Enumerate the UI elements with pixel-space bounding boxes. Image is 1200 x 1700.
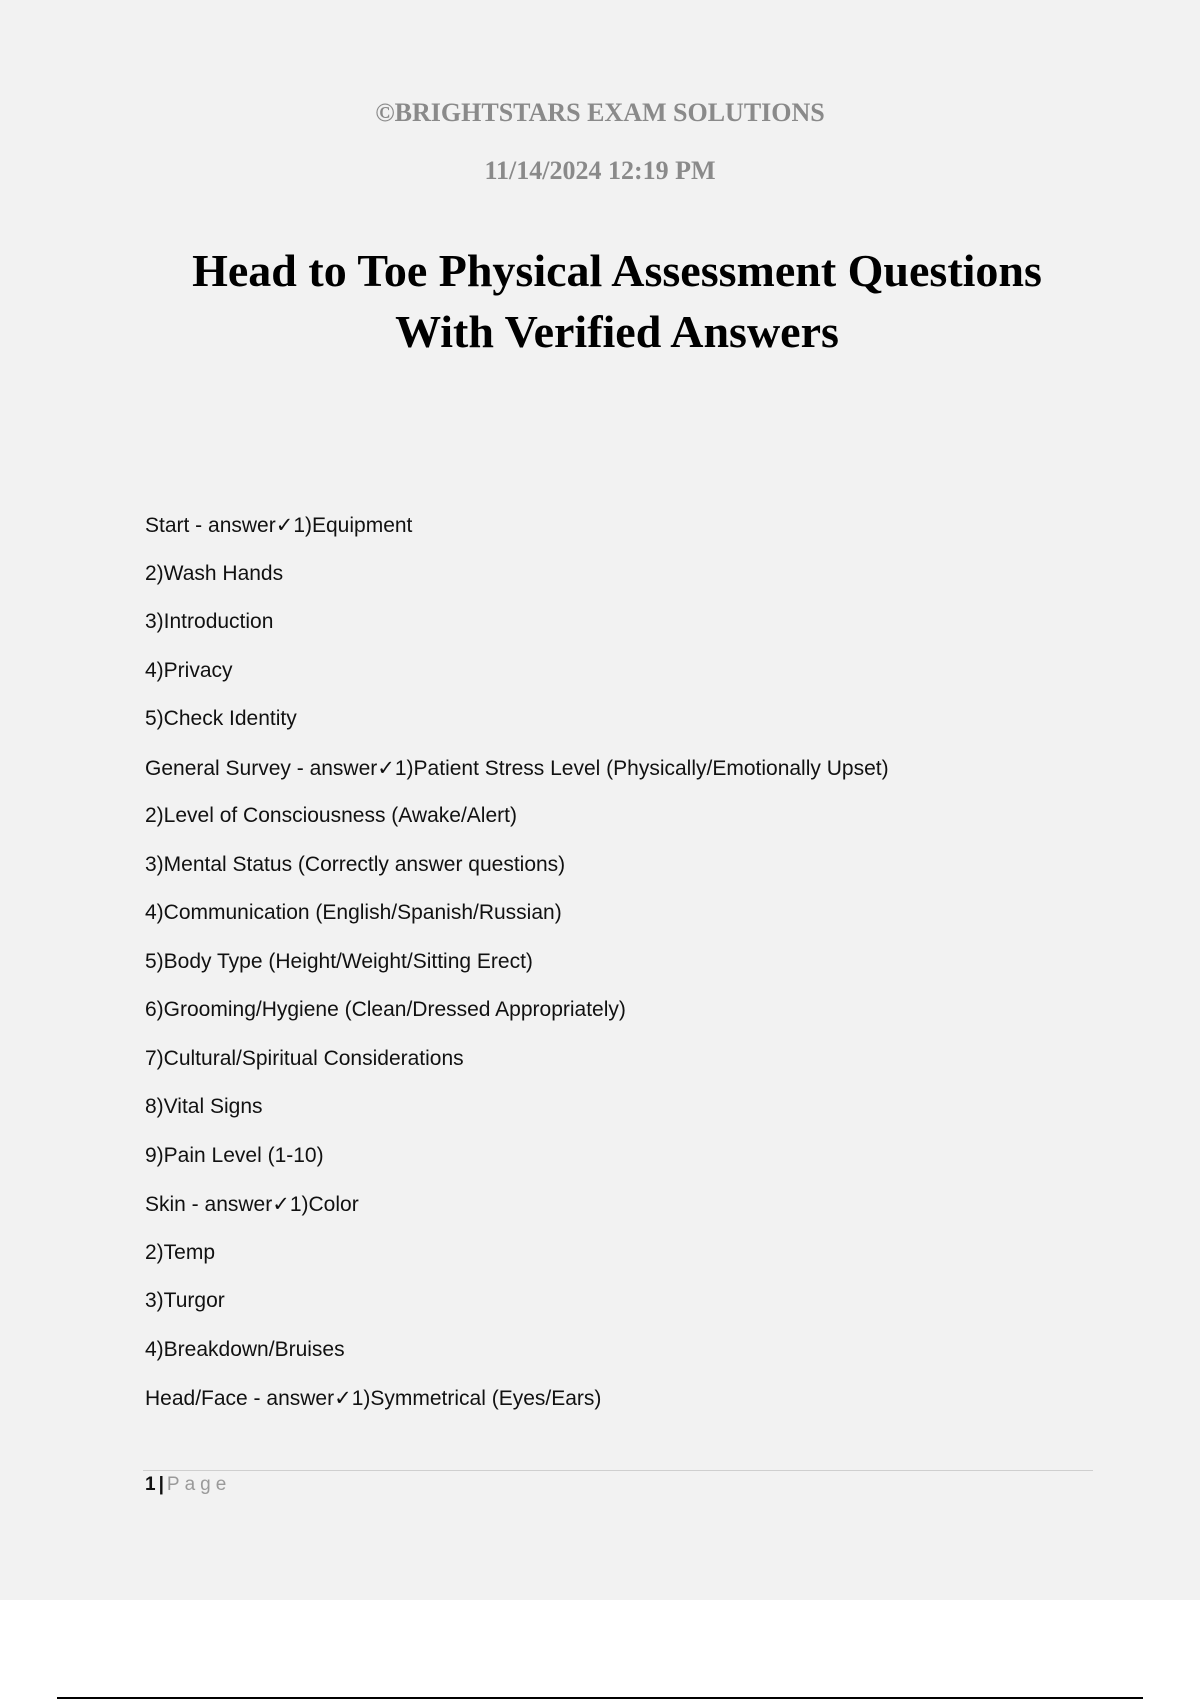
question-prefix: Head/Face - answer bbox=[145, 1387, 335, 1410]
question-prefix: Start - answer bbox=[145, 514, 276, 537]
answer-line bbox=[145, 801, 1105, 850]
brand-header: ©BRIGHTSTARS EXAM SOLUTIONS bbox=[375, 98, 825, 127]
page-label: Page bbox=[166, 1474, 232, 1495]
answer-line bbox=[145, 559, 1105, 608]
page-footer bbox=[145, 1474, 231, 1496]
footer-divider bbox=[143, 1470, 1093, 1471]
answer-line bbox=[145, 656, 1105, 705]
page-number: 1 bbox=[145, 1474, 156, 1495]
answer-line bbox=[145, 1044, 1105, 1093]
answer-text: 5)Body Type (Height/Weight/Sitting Erect) bbox=[145, 949, 533, 973]
question-prefix: General Survey - answer bbox=[145, 756, 378, 780]
answer-text: 1)Equipment bbox=[293, 514, 413, 537]
question-line bbox=[145, 1383, 1105, 1432]
answer-line bbox=[145, 1286, 1105, 1335]
question-prefix: Skin - answer bbox=[145, 1193, 273, 1216]
answer-line bbox=[145, 1141, 1105, 1190]
question-line bbox=[145, 510, 1105, 559]
timestamp-header: 11/14/2024 12:19 PM bbox=[484, 156, 716, 185]
answer-line bbox=[145, 850, 1105, 899]
title-line-1: Head to Toe Physical Assessment Questions bbox=[192, 245, 1042, 296]
answer-line bbox=[145, 995, 1105, 1044]
answer-line bbox=[145, 1238, 1105, 1287]
answer-text: 1)Color bbox=[289, 1193, 359, 1216]
answer-text: 5)Check Identity bbox=[145, 707, 297, 730]
bottom-divider bbox=[57, 1697, 1143, 1699]
answer-list bbox=[145, 510, 1105, 1432]
question-line bbox=[145, 753, 1105, 802]
answer-text: 9)Pain Level (1-10) bbox=[145, 1143, 324, 1167]
footer-separator: | bbox=[158, 1474, 164, 1495]
checkmark-icon: ✓ bbox=[275, 513, 294, 537]
answer-line bbox=[145, 607, 1105, 656]
answer-text: 2)Wash Hands bbox=[145, 561, 284, 585]
answer-text: 3)Mental Status (Correctly answer questions) bbox=[145, 852, 566, 876]
answer-text: 3)Introduction bbox=[145, 610, 274, 633]
answer-line bbox=[145, 704, 1105, 753]
answer-text: 2)Temp bbox=[145, 1240, 216, 1264]
answer-text: 8)Vital Signs bbox=[145, 1095, 263, 1118]
answer-text: 7)Cultural/Spiritual Considerations bbox=[145, 1046, 464, 1070]
answer-line bbox=[145, 947, 1105, 996]
answer-text: 2)Level of Consciousness (Awake/Alert) bbox=[145, 804, 517, 827]
answer-text: 6)Grooming/Hygiene (Clean/Dressed Appropriately) bbox=[145, 998, 626, 1021]
checkmark-icon: ✓ bbox=[334, 1386, 352, 1410]
answer-text: 1)Symmetrical (Eyes/Ears) bbox=[351, 1387, 602, 1410]
title-line-2: With Verified Answers bbox=[395, 306, 839, 357]
question-line bbox=[145, 1189, 1105, 1238]
answer-text: 4)Breakdown/Bruises bbox=[145, 1337, 345, 1361]
answer-line bbox=[145, 1092, 1105, 1141]
checkmark-icon: ✓ bbox=[377, 755, 395, 780]
answer-line bbox=[145, 1335, 1105, 1384]
answer-text: 3)Turgor bbox=[145, 1289, 225, 1312]
answer-text: 4)Communication (English/Spanish/Russian) bbox=[145, 901, 562, 924]
checkmark-icon: ✓ bbox=[272, 1192, 290, 1216]
document-title bbox=[100, 240, 1134, 362]
answer-text: 4)Privacy bbox=[145, 658, 233, 682]
answer-text: 1)Patient Stress Level (Physically/Emotionally Upset) bbox=[394, 756, 889, 780]
answer-line bbox=[145, 898, 1105, 947]
